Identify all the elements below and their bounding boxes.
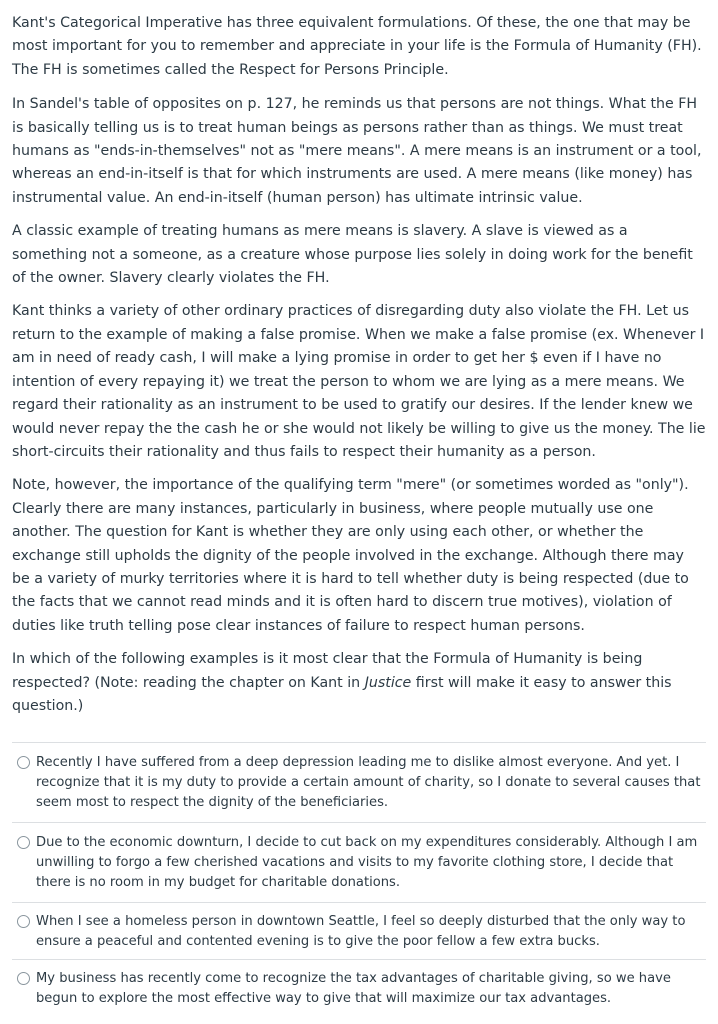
radio-button[interactable] — [17, 836, 30, 849]
answer-option[interactable] — [12, 822, 706, 901]
radio-button[interactable] — [17, 972, 30, 985]
answer-option[interactable] — [12, 742, 706, 822]
question-prompt — [12, 648, 706, 718]
answer-list — [12, 742, 706, 1017]
paragraph-mere-qualifier: Note, however, the importance of the qualifying term "mere" (or sometimes worded as "only"). Clearly there are many instances, particularly in business, where people mutually use one another. The question for Kant is whether they are only using each other, or whether the exchange still upholds the dignity of the people involved in the exchange. Although there may be a variety of murky territories where it is hard to tell whether duty is being respected (due to the facts that we cannot read minds and it is often hard to discern true motives), violation of duties like truth telling pose clear instances of failure to respect human persons. — [12, 477, 689, 634]
answer-option[interactable] — [12, 902, 706, 960]
paragraph-slavery-example: A classic example of treating humans as mere means is slavery. A slave is viewed as a something not a someone, as a creature whose purpose lies solely in doing work for the benefit of the owner. Slavery clearly violates the FH. — [12, 223, 693, 287]
answer-text[interactable]: Due to the economic downturn, I decide to cut back on my expenditures considerably. Although I am unwilling to forgo a few cherished vacations and visits to my favorite clothing store, I decide that there is no room in my budget for charitable donations. — [36, 835, 698, 890]
answer-option[interactable] — [12, 959, 706, 1017]
radio-button[interactable] — [17, 756, 30, 769]
answer-text[interactable]: My business has recently come to recognize the tax advantages of charitable giving, so we have begun to explore the most effective way to give that will maximize our tax advantages. — [36, 971, 671, 1007]
paragraph-persons-not-things: In Sandel's table of opposites on p. 127, he reminds us that persons are not things. What the FH is basically telling us is to treat human beings as persons rather than as things. We must treat humans as "ends-in-themselves" not as "mere means". A mere means is an instrument or a tool, whereas an end-in-itself is that for which instruments are used. A mere means (like money) has instrumental value. An end-in-itself (human person) has ultimate intrinsic value. — [12, 96, 702, 206]
paragraph-false-promise: Kant thinks a variety of other ordinary practices of disregarding duty also violate the FH. Let us return to the example of making a false promise. When we make a false promise (ex. Whenever I am in need of ready cash, I will make a lying promise in order to get her $ even if I have no intention of every repaying it) we treat the person to whom we are lying as a mere means. We regard their rationality as an instrument to be used to gratify our desires. If the lender knew we would never repay the the cash he or she would not likely be willing to give us the money. The lie short-circuits their rationality and thus fails to respect their humanity as a person. — [12, 303, 706, 460]
question-text-part1: In which of the following examples is it most clear that the Formula of Humanity is being respected? (Note: reading the chapter on Kant in — [12, 651, 643, 691]
question-text-part2: first will make it easy to answer this question.) — [12, 674, 672, 714]
answer-text[interactable]: Recently I have suffered from a deep depression leading me to dislike almost everyone. And yet. I recognize that it is my duty to provide a certain amount of charity, so I donate to several causes that seem most to respect the dignity of the beneficiaries. — [36, 755, 701, 810]
book-title: Justice — [364, 674, 412, 691]
radio-button[interactable] — [17, 915, 30, 928]
answer-text[interactable]: When I see a homeless person in downtown Seattle, I feel so deeply disturbed that the only way to ensure a peaceful and contented evening is to give the poor fellow a few extra bucks. — [36, 913, 686, 949]
paragraph-formula-of-humanity: Kant's Categorical Imperative has three equivalent formulations. Of these, the one that may be most important for you to remember and appreciate in your life is the Formula of Humanity (FH). The FH is sometimes called the Respect for Persons Principle. — [12, 15, 702, 78]
